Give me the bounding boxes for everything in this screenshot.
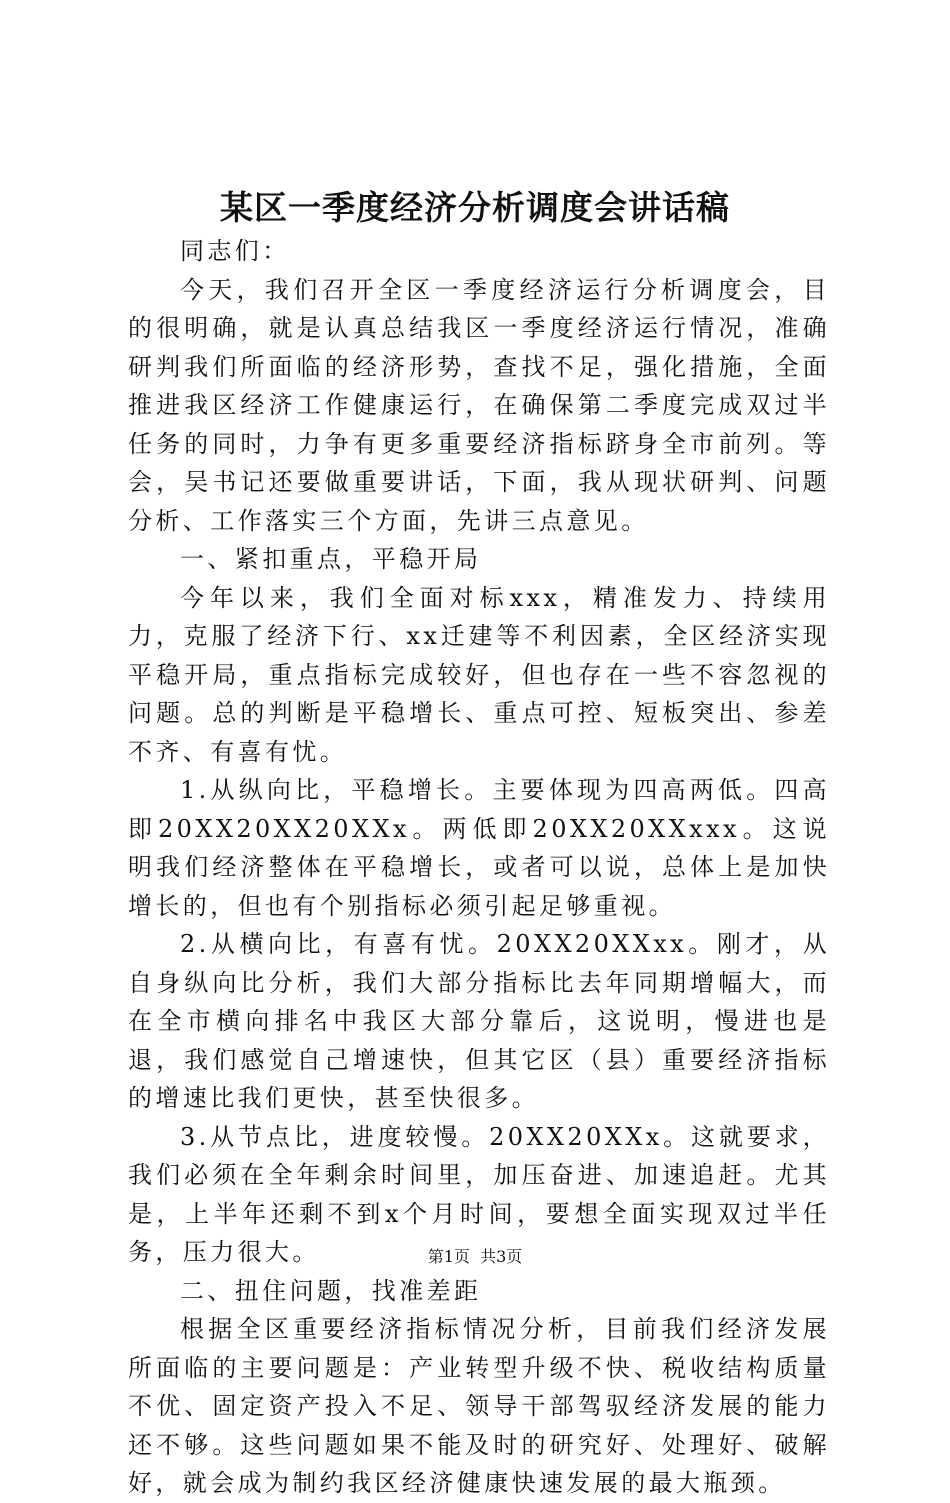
page-number: 第1页 共3页 bbox=[427, 1247, 523, 1266]
document-body bbox=[128, 232, 830, 1503]
section-1-paragraph: 今年以来，我们全面对标xxx，精准发力、持续用力，克服了经济下行、xx迁建等不利因素，全区经济实现平稳开局，重点指标完成较好，但也存在一些不容忽视的问题。总的判断是平稳增长、重点可控、短板突出、参差不齐、有喜有忧。 bbox=[128, 583, 830, 766]
section-2-paragraph: 根据全区重要经济指标情况分析，目前我们经济发展所面临的主要问题是：产业转型升级不快、税收结构质量不优、固定资产投入不足、领导干部驾驭经济发展的能力还不够。这些问题如果不能及时的研究好、处理好、破解好，就会成为制约我区经济健康快速发展的最大瓶颈。 bbox=[128, 1315, 830, 1497]
page-footer bbox=[0, 1245, 950, 1269]
point-2-paragraph: 2.从横向比，有喜有忧。20XX20XXxx。刚才，从自身纵向比分析，我们大部分指标比去年同期增幅大，而在全市横向排名中我区大部分靠后，这说明，慢进也是退，我们感觉自己增速快，但其它区（县）重要经济指标的增速比我们更快，甚至快很多。 bbox=[128, 930, 830, 1112]
opening-paragraph: 今天，我们召开全区一季度经济运行分析调度会，目的很明确，就是认真总结我区一季度经济运行情况，准确研判我们所面临的经济形势，查找不足，强化措施，全面推进我区经济工作健康运行，在确保第二季度完成双过半任务的同时，力争有更多重要经济指标跻身全市前列。等会，吴书记还要做重要讲话，下面，我从现状研判、问题分析、工作落实三个方面，先讲三点意见。 bbox=[128, 275, 830, 535]
point-1-paragraph: 1.从纵向比，平稳增长。主要体现为四高两低。四高即20XX20XX20XXx。两低即20XX20XXxxx。这说明我们经济整体在平稳增长，或者可以说，总体上是加快增长的，但也有个别指标必须引起足够重视。 bbox=[128, 776, 830, 920]
section-heading-2: 二、扭住问题，找准差距 bbox=[180, 1276, 482, 1305]
salutation: 同志们： bbox=[180, 237, 290, 265]
point-3-paragraph: 3.从节点比，进度较慢。20XX20XXx。这就要求，我们必须在全年剩余时间里，加压奋进、加速追赶。尤其是，上半年还剩不到x个月时间，要想全面实现双过半任务，压力很大。 bbox=[128, 1122, 830, 1266]
document-title: 某区一季度经济分析调度会讲话稿 bbox=[220, 188, 730, 227]
section-heading-1: 一、紧扣重点，平稳开局 bbox=[180, 545, 482, 573]
